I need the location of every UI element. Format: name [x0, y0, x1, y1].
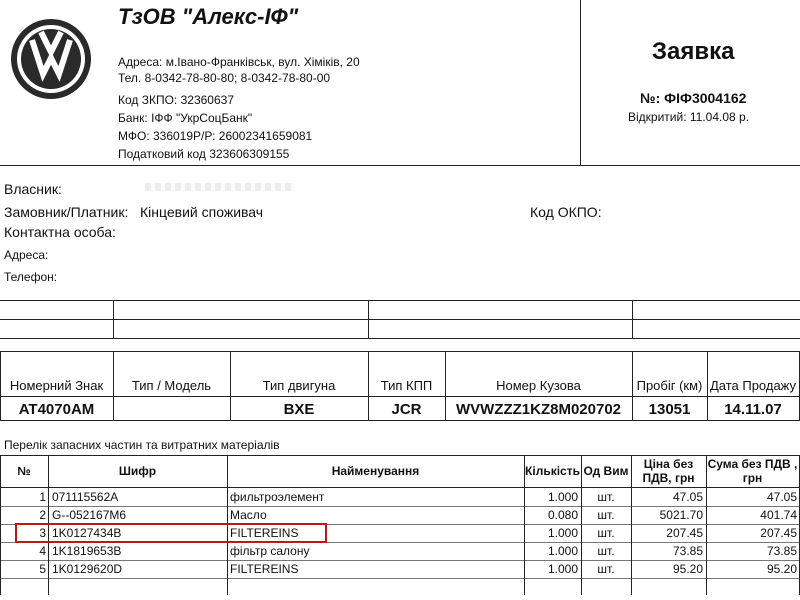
vehicle-header-gearbox: Тип КПП [380, 378, 433, 393]
company-phone: Тел. 8-0342-78-80-80; 8-0342-78-80-00 [118, 71, 331, 85]
order-number: №: ФІФ3004162 [640, 90, 747, 106]
company-bank: Банк: ІФФ "УкрСоцБанк" [118, 111, 253, 125]
customer-label: Замовник/Платник: [4, 204, 129, 220]
parts-line [0, 578, 800, 579]
table-row-unit: шт. [597, 562, 615, 576]
document-title: Заявка [652, 38, 735, 65]
table-row-no: 2 [39, 508, 46, 522]
grid-line [632, 300, 633, 338]
vehicle-line [0, 351, 800, 352]
table-row-code: 1K1819653B [52, 544, 122, 558]
price-header-line2: ПДВ, грн [642, 471, 695, 485]
table-row-name: FILTEREINS [230, 526, 299, 540]
company-address: Адреса: м.Івано-Франківськ, вул. Хіміків, 20 [118, 55, 360, 69]
table-row-code: G--052167M6 [52, 508, 127, 522]
parts-header-code: Шифр [118, 464, 157, 478]
parts-header-unit: Од Вим [583, 464, 629, 478]
vehicle-vin: WVWZZZ1KZ8M020702 [455, 401, 622, 418]
table-row-no: 3 [39, 526, 46, 540]
vehicle-header-model: Тип / Модель [131, 378, 212, 393]
parts-header-name: Найменування [331, 464, 420, 478]
table-row-price: 5021.70 [659, 508, 703, 522]
table-row-sum: 207.45 [760, 526, 797, 540]
parts-line [0, 455, 800, 456]
table-row-price: 73.85 [672, 544, 703, 558]
parts-header-price [631, 457, 706, 485]
grid-line [113, 300, 114, 338]
contact-label: Контактна особа: [4, 224, 116, 240]
vehicle-header-plate: Номерний Знак [9, 378, 104, 393]
vehicle-line [0, 420, 800, 421]
table-row-sum: 47.05 [766, 490, 797, 504]
address-label: Адреса: [4, 248, 49, 262]
grid-line [0, 319, 800, 320]
table-row-name: фильтроэлемент [230, 490, 325, 504]
header-divider [580, 0, 581, 165]
table-row-qty: 1.000 [547, 526, 578, 540]
table-row-sum: 401.74 [760, 508, 797, 522]
parts-header-sum [706, 457, 799, 485]
grid-line [0, 300, 800, 301]
table-row-unit: шт. [597, 526, 615, 540]
table-row-price: 95.20 [672, 562, 703, 576]
okpo-label: Код ОКПО: [530, 204, 602, 220]
owner-label: Власник: [4, 181, 62, 197]
table-row-unit: шт. [597, 508, 615, 522]
sum-header-line1: Сума без ПДВ , [707, 457, 798, 471]
vehicle-header-sale-date: Дата Продажу [709, 378, 797, 393]
parts-caption: Перелік запасних частин та витратних матеріалів [4, 438, 280, 452]
vehicle-gearbox: JCR [391, 401, 422, 418]
table-row-no: 1 [39, 490, 46, 504]
table-row-name: FILTEREINS [230, 562, 299, 576]
table-row-qty: 1.000 [547, 490, 578, 504]
parts-header-qty: Кількість [525, 464, 580, 478]
table-row-price: 207.45 [666, 526, 703, 540]
company-name: ТзОВ "Алекс-ІФ" [118, 4, 299, 29]
customer-value: Кінцевий споживач [140, 204, 264, 220]
vehicle-line [0, 396, 800, 397]
phone-label: Телефон: [4, 270, 58, 284]
parts-header-no: № [17, 464, 31, 478]
table-row-no: 5 [39, 562, 46, 576]
table-row-qty: 0.080 [547, 508, 578, 522]
table-row-sum: 73.85 [766, 544, 797, 558]
table-row-code: 1K0127434B [52, 526, 122, 540]
vehicle-engine: BXE [283, 401, 315, 418]
table-row-no: 4 [39, 544, 46, 558]
redacted-owner [145, 183, 295, 191]
table-row-code: 1K0129620D [52, 562, 123, 576]
row-highlight-box [15, 523, 327, 543]
opened-date: Відкритий: 11.04.08 р. [628, 110, 750, 124]
grid-line [368, 300, 369, 338]
vehicle-mileage: 13051 [648, 401, 691, 418]
vw-logo [10, 18, 92, 100]
table-row-unit: шт. [597, 490, 615, 504]
price-header-line1: Ціна без [643, 457, 694, 471]
table-row-unit: шт. [597, 544, 615, 558]
table-row-name: фільтр салону [230, 544, 310, 558]
table-row-qty: 1.000 [547, 544, 578, 558]
company-mfo: МФО: 336019Р/Р: 26002341659081 [118, 129, 313, 143]
vehicle-plate: AT4070AM [18, 401, 95, 418]
vehicle-header-mileage: Пробіг (км) [636, 378, 703, 393]
vehicle-header-engine: Тип двигуна [262, 378, 336, 393]
table-row-price: 47.05 [672, 490, 703, 504]
company-tax-code: Податковий код 323606309155 [118, 147, 290, 161]
vehicle-header-vin: Номер Кузова [496, 378, 581, 393]
table-row-name: Масло [230, 508, 267, 522]
company-edrpou: Код ЗКПО: 32360637 [118, 93, 234, 107]
table-row-qty: 1.000 [547, 562, 578, 576]
vehicle-sale-date: 14.11.07 [724, 401, 782, 418]
grid-line [0, 338, 800, 339]
sum-header-line2: грн [742, 471, 763, 485]
header-bottom-line [0, 165, 800, 166]
table-row-sum: 95.20 [766, 562, 797, 576]
table-row-code: 071115562A [52, 490, 119, 504]
